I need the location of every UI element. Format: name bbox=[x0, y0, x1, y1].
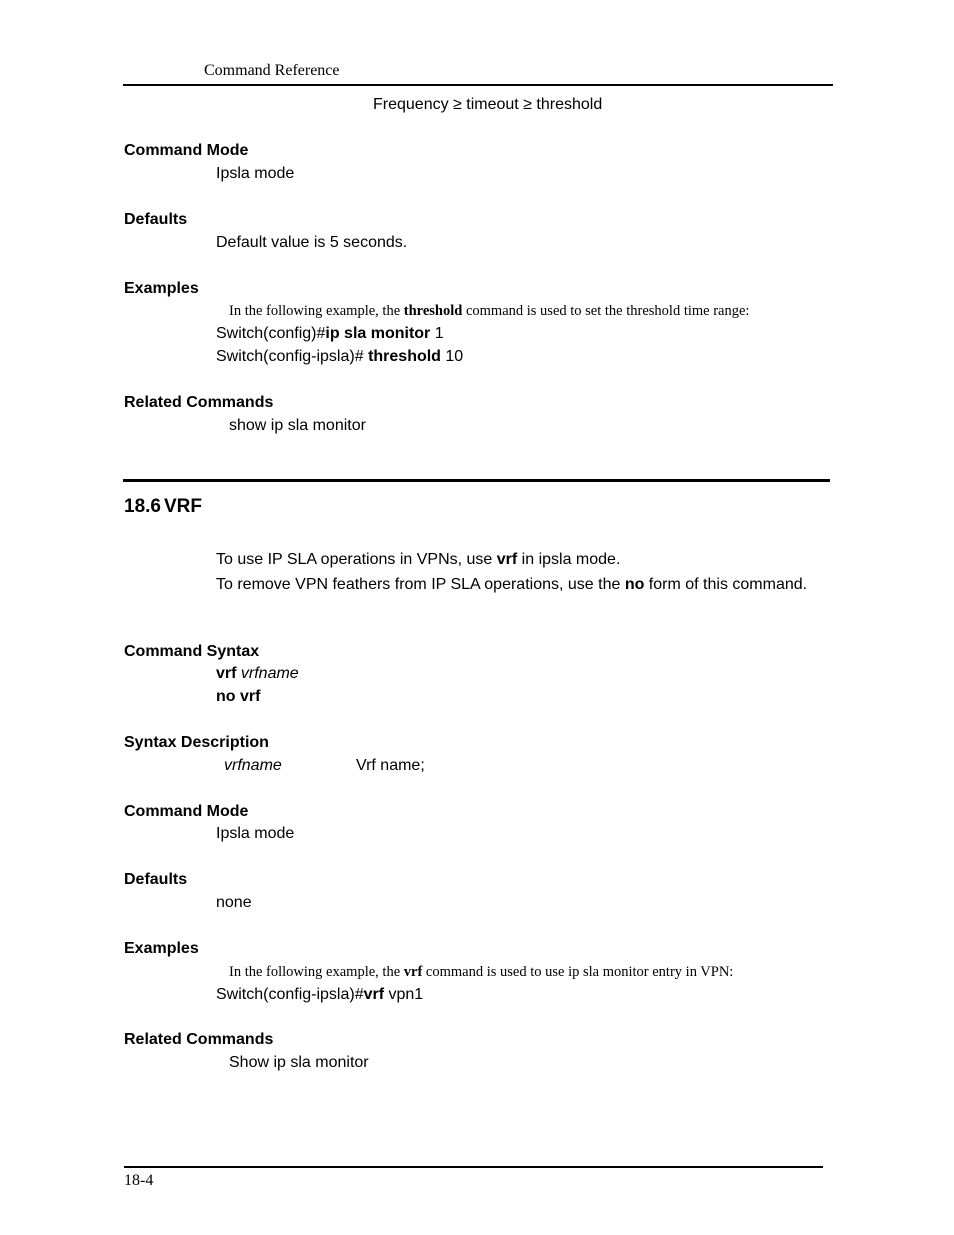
section-title: 18.6 VRF bbox=[124, 496, 202, 517]
related-command: Show ip sla monitor bbox=[229, 1054, 369, 1071]
section-rule bbox=[123, 479, 830, 482]
command-syntax-heading: Command Syntax bbox=[124, 643, 260, 660]
defaults-text: none bbox=[216, 894, 252, 911]
defaults-heading: Defaults bbox=[124, 871, 188, 888]
footer-rule bbox=[124, 1166, 823, 1168]
syntax-line: no vrf bbox=[216, 688, 261, 705]
command-mode-heading: Command Mode bbox=[124, 803, 249, 820]
syntax-line: vrf vrfname bbox=[216, 665, 299, 682]
running-header: Command Reference bbox=[204, 62, 340, 79]
example-intro: In the following example, the threshold command is used to set the threshold time range: bbox=[229, 303, 750, 319]
frequency-constraint: Frequency ≥ timeout ≥ threshold bbox=[373, 96, 603, 113]
related-commands-heading: Related Commands bbox=[124, 394, 274, 411]
related-commands-heading: Related Commands bbox=[124, 1031, 274, 1048]
code-line: Switch(config-ipsla)# threshold 10 bbox=[216, 348, 464, 365]
command-mode-text: Ipsla mode bbox=[216, 825, 295, 842]
command-mode-text: Ipsla mode bbox=[216, 165, 295, 182]
defaults-heading: Defaults bbox=[124, 211, 188, 228]
code-line: Switch(config)#ip sla monitor 1 bbox=[216, 325, 444, 342]
command-mode-heading: Command Mode bbox=[124, 142, 249, 159]
parameter-name: vrfname bbox=[224, 757, 282, 774]
examples-heading: Examples bbox=[124, 280, 199, 297]
examples-heading: Examples bbox=[124, 940, 199, 957]
header-rule bbox=[123, 84, 833, 86]
page-number: 18-4 bbox=[124, 1172, 154, 1189]
parameter-description: Vrf name; bbox=[356, 757, 425, 774]
description-paragraph: To remove VPN feathers from IP SLA operations, use the no form of this command. bbox=[216, 576, 808, 593]
defaults-text: Default value is 5 seconds. bbox=[216, 234, 408, 251]
description-line: To use IP SLA operations in VPNs, use vrf in ipsla mode. bbox=[216, 551, 621, 568]
code-line: Switch(config-ipsla)#vrf vpn1 bbox=[216, 986, 424, 1003]
related-command: show ip sla monitor bbox=[229, 417, 366, 434]
syntax-description-heading: Syntax Description bbox=[124, 734, 269, 751]
example-intro: In the following example, the vrf command is used to use ip sla monitor entry in VPN: bbox=[229, 964, 734, 980]
